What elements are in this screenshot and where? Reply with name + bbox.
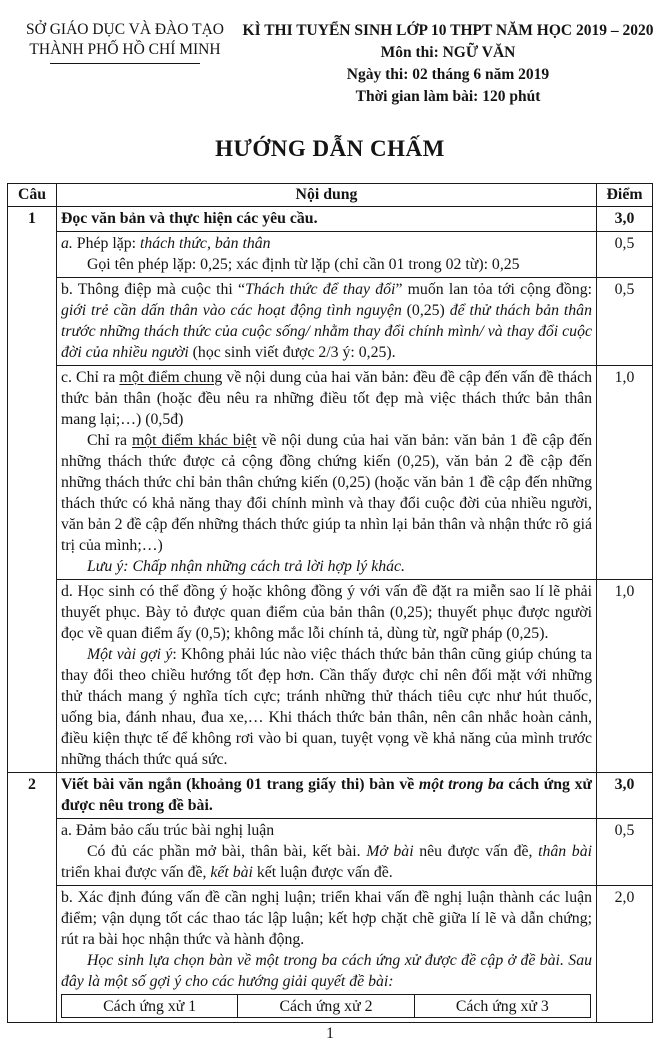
- content-paragraph: [61, 841, 592, 883]
- issuing-authority: [8, 20, 242, 108]
- text-segment: : Không phải lúc nào việc thách thức bản thân cũng giúp chúng ta thay đổi theo chiều hướng tốt đẹp hơn. Cần thấy được chỉ nên đối mặt với những thử thách mang ý nghĩa tích cực; tránh những thử thách tiêu cực như hút thuốc, uống bia, đánh nhau, đua xe,… Khi thách thức bản thân, nên cân nhắc hoàn cảnh, điều kiện thực tế để không rơi vào bi quan, tuyệt vọng về khả năng của mình trước những thách thức quá sức.: [61, 646, 593, 768]
- text-segment: một điểm chung: [119, 369, 223, 386]
- content-paragraph: [61, 774, 592, 816]
- document-header: [0, 0, 660, 108]
- column-header-diem: Điểm: [597, 184, 653, 207]
- exam-date: Ngày thi: 02 tháng 6 năm 2019: [346, 66, 550, 83]
- content-paragraph: [61, 644, 592, 770]
- content-paragraph: [61, 820, 592, 841]
- row-content: [57, 278, 597, 366]
- text-segment: Viết bài văn ngắn (khoảng 01 trang giấy thi) bàn về: [61, 776, 419, 793]
- text-segment: Thách thức để thay đổi: [244, 281, 396, 298]
- text-segment: d. Học sinh có thể đồng ý hoặc không đồng ý với vấn đề đặt ra miễn sao lí lẽ phải thuyết phục. Bày tỏ được quan điểm của bản thân (0,25); thuyết phục được người đọc về quan điểm ấy (0,5); không mắc lỗi chính tả, dùng từ, ngữ pháp (0,25).: [61, 583, 592, 642]
- content-paragraph: [61, 950, 592, 992]
- text-segment: Đọc văn bản và thực hiện các yêu cầu.: [61, 210, 318, 227]
- row-content: [57, 886, 597, 1023]
- text-segment: Một vài gợi ý: [87, 646, 173, 663]
- row-content: [57, 819, 597, 886]
- text-segment: cách ứng xử được nêu trong đề bài.: [61, 776, 592, 814]
- content-paragraph: [61, 430, 592, 556]
- text-segment: c. Chỉ ra: [61, 369, 120, 386]
- question-number: 1: [8, 207, 57, 773]
- row-content: [57, 232, 597, 278]
- text-segment: kết luận được vấn đề.: [252, 864, 393, 881]
- page-title: HƯỚNG DẪN CHẤM: [215, 136, 445, 161]
- text-segment: một trong ba: [418, 776, 504, 793]
- column-header-cau: Câu: [8, 184, 57, 207]
- table-row: [8, 819, 653, 886]
- response-options-table: [61, 994, 591, 1018]
- text-segment: Gọi tên phép lặp: 0,25; xác định từ lặp (chỉ cần 01 trong 02 từ): 0,25: [87, 256, 520, 273]
- content-paragraph: [61, 279, 592, 363]
- text-segment: thân bài: [538, 843, 592, 860]
- row-content: [57, 207, 597, 232]
- text-segment: về nội dung của hai văn bản: đều đề cập đến vấn đề thách thức bản thân (hoặc đều nêu ra những điều tốt đẹp mà việc thách thức bản thân mang lại;…) (0,5đ): [61, 369, 592, 428]
- table-row: [8, 278, 653, 366]
- text-segment: về nội dung của hai văn bản: văn bản 1 đề cập đến những thách thức được cả cộng đồng chứng kiến (0,25), văn bản 2 đề cập đến những thách thức chỉ bản thân chứng kiến (0,25) (hoặc văn bản 1 đề cập đến những thách thức có khả năng thay đổi chính mình và thay đổi cuộc đời của nhiều người, văn bản 2 đề cập đến những thách thức giúp ta nhìn lại bản thân và nhận thức rõ giá trị của mình;…): [61, 432, 592, 554]
- authority-line-2: THÀNH PHỐ HỒ CHÍ MINH: [29, 41, 221, 58]
- table-row: [8, 207, 653, 232]
- content-paragraph: [61, 367, 592, 430]
- content-paragraph: [61, 887, 592, 950]
- grading-table: [7, 183, 653, 1023]
- text-segment: nêu được vấn đề,: [413, 843, 539, 860]
- score-cell: 1,0: [597, 366, 653, 580]
- table-row: [8, 773, 653, 819]
- text-segment: a.: [61, 235, 77, 252]
- text-segment: Học sinh lựa chọn bàn về một trong ba cách ứng xử được đề cập ở đề bài. Sau đây là một số gợi ý cho các hướng giải quyết đề bài:: [61, 952, 592, 990]
- text-segment: kết bài: [210, 864, 253, 881]
- score-cell: 0,5: [597, 278, 653, 366]
- text-segment: Mở bài: [366, 843, 414, 860]
- table-row: [8, 366, 653, 580]
- option-header-cell: Cách ứng xử 2: [238, 995, 414, 1018]
- text-segment: b. Thông điệp mà cuộc thi “: [61, 281, 245, 298]
- exam-subject: Môn thi: NGỮ VĂN: [380, 44, 516, 61]
- text-segment: Chỉ ra: [87, 432, 132, 449]
- text-segment: ” muốn lan tỏa tới cộng đồng:: [395, 281, 592, 298]
- text-segment: Phép lặp:: [76, 235, 140, 252]
- text-segment: b. Xác định đúng vấn đề cần nghị luận; triển khai vấn đề nghị luận thành các luận điểm; vận dụng tốt các thao tác lập luận; kết hợp chặt chẽ giữa lí lẽ và dẫn chứng; rút ra bài học nhận thức và hành động.: [61, 889, 592, 948]
- content-paragraph: [61, 254, 592, 275]
- column-header-noidung: Nội dung: [57, 184, 597, 207]
- row-content: [57, 773, 597, 819]
- text-segment: để thử thách bản thân trước những thách thức của cuộc sống/ nhằm thay đổi chính mình/ và thay đổi cuộc đời của nhiều người: [61, 302, 592, 361]
- score-cell: 1,0: [597, 580, 653, 773]
- options-header-row: [62, 995, 591, 1018]
- text-segment: thách thức, bản thân: [139, 235, 271, 252]
- text-segment: Có đủ các phần mở bài, thân bài, kết bài.: [87, 843, 367, 860]
- table-row: [8, 886, 653, 1023]
- exam-duration: Thời gian làm bài: 120 phút: [355, 88, 541, 105]
- content-paragraph: [61, 233, 592, 254]
- question-number: 2: [8, 773, 57, 1023]
- score-cell: 3,0: [597, 773, 653, 819]
- option-header-cell: Cách ứng xử 1: [62, 995, 238, 1018]
- score-cell: 2,0: [597, 886, 653, 1023]
- row-content: [57, 580, 597, 773]
- exam-name: KÌ THI TUYỂN SINH LỚP 10 THPT NĂM HỌC 2019 – 2020: [242, 22, 654, 39]
- option-header-cell: Cách ứng xử 3: [414, 995, 590, 1018]
- content-paragraph: [61, 208, 592, 229]
- row-content: [57, 366, 597, 580]
- text-segment: triển khai được vấn đề,: [61, 864, 211, 881]
- content-paragraph: [61, 581, 592, 644]
- score-cell: 0,5: [597, 232, 653, 278]
- table-row: [8, 580, 653, 773]
- content-paragraph: [61, 556, 592, 577]
- text-segment: một điểm khác biệt: [132, 432, 257, 449]
- exam-info: [242, 20, 654, 108]
- text-segment: (học sinh viết được 2/3 ý: 0,25).: [192, 344, 396, 361]
- page-number: 1: [326, 1025, 334, 1042]
- text-segment: a. Đảm bảo cấu trúc bài nghị luận: [61, 822, 275, 839]
- text-segment: (0,25): [406, 302, 450, 319]
- text-segment: giới trẻ cần dấn thân vào các hoạt động tình nguyện: [61, 302, 407, 319]
- score-cell: 3,0: [597, 207, 653, 232]
- score-cell: 0,5: [597, 819, 653, 886]
- table-header-row: [8, 184, 653, 207]
- header-underline: [50, 63, 200, 64]
- authority-line-1: SỞ GIÁO DỤC VÀ ĐÀO TẠO: [26, 21, 224, 38]
- table-row: [8, 232, 653, 278]
- text-segment: Lưu ý: Chấp nhận những cách trả lời hợp lý khác.: [87, 558, 405, 575]
